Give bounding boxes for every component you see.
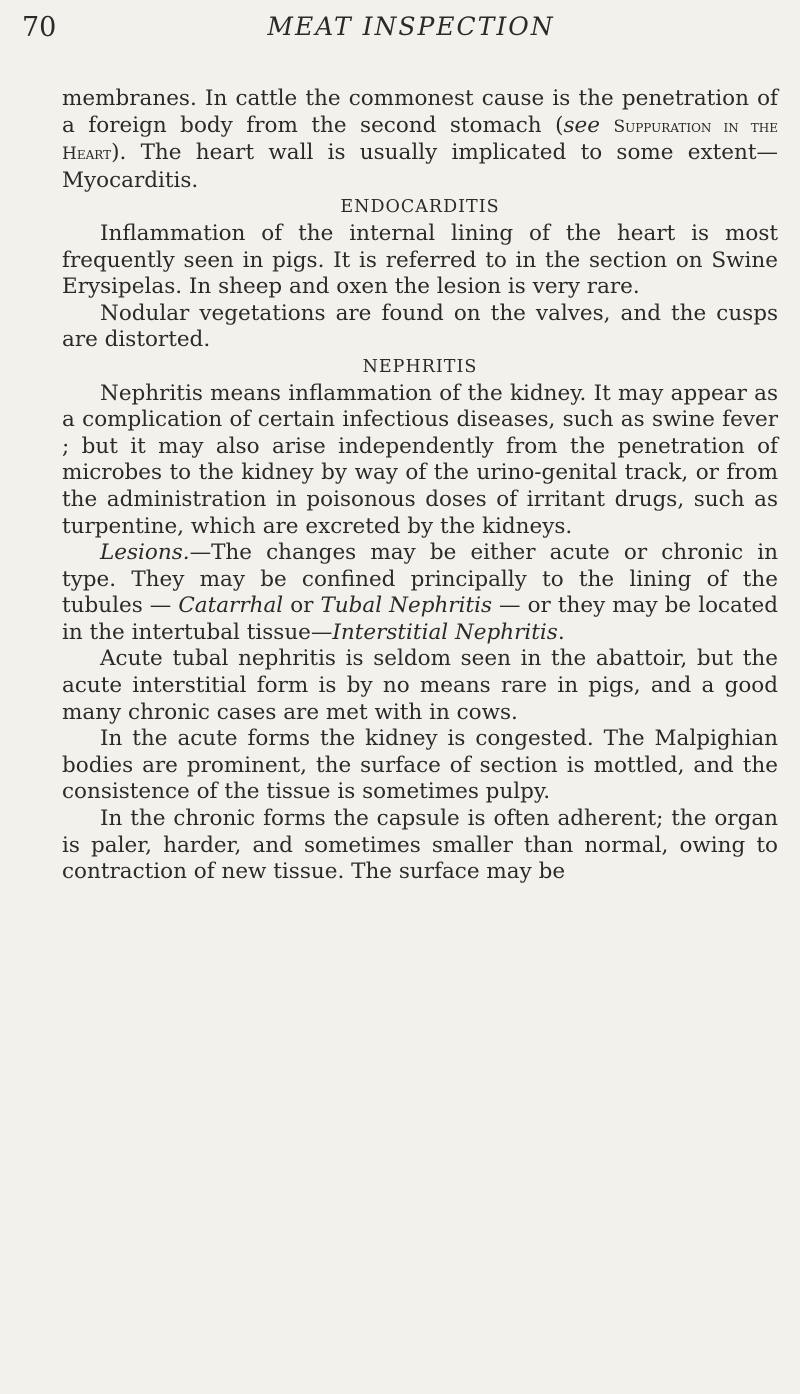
intro-paragraph: membranes. In cattle the commonest cause is the penetration of a foreign body from the second stomach (see Suppuration in the Heart). The heart wall is usually implicated to some extent—Myocarditis. — [62, 86, 778, 193]
endocarditis-paragraph-1: Inflammation of the internal lining of the heart is most frequently seen in pigs. It is referred to in the section on Swine Erysipelas. In sheep and oxen the lesion is very rare. — [62, 220, 778, 300]
term-interstitial-nephritis: Interstitial Nephritis — [332, 619, 558, 645]
section-heading-endocarditis: ENDOCARDITIS — [340, 197, 500, 218]
nephritis-paragraph-5: In the chronic forms the capsule is often adherent; the organ is paler, harder, and sometimes smaller than normal, owing to contraction of new tissue. The surface may be — [62, 806, 778, 885]
page-header — [22, 12, 740, 48]
nephritis-paragraph-3: Acute tubal nephritis is seldom seen in the abattoir, but the acute interstitial form is by no means rare in pigs, and a good many chronic cases are met with in cows. — [62, 646, 778, 725]
page-number: 70 — [22, 12, 57, 43]
see-reference: see — [563, 112, 600, 138]
running-title: MEAT INSPECTION — [267, 12, 555, 41]
term-catarrhal: Catarrhal — [178, 593, 284, 619]
term-tubal-nephritis: Tubal Nephritis — [320, 593, 493, 619]
cross-reference: Suppuration in the Heart — [62, 116, 778, 165]
endocarditis-paragraph-2: Nodular vegetations are found on the valves, and the cusps are distorted. — [62, 300, 778, 353]
section-heading-nephritis: NEPHRITIS — [362, 356, 478, 377]
lesions-paragraph: Lesions.—The changes may be either acute or chronic in type. They may be confined principally to the lining of the tubules — Catarrhal or Tubal Nephritis — or they may be located in the intertubal tissue—Interstitial Nephritis. — [62, 540, 779, 645]
nephritis-paragraph-4: In the acute forms the kidney is congested. The Malpighian bodies are prominent, the surface of section is mottled, and the consistence of the tissue is sometimes pulpy. — [62, 726, 778, 805]
lesions-label: Lesions. — [100, 540, 190, 566]
nephritis-paragraph-1: Nephritis means inflammation of the kidney. It may appear as a complication of certain infectious diseases, such as swine fever ; but it may also arise independently from the penetration of microbes to the kidney by way of the urino-genital track, or from the administration in poisonous doses of irritant drugs, such as turpentine, which are excreted by the kidneys. — [62, 380, 778, 539]
page-body — [62, 86, 778, 886]
